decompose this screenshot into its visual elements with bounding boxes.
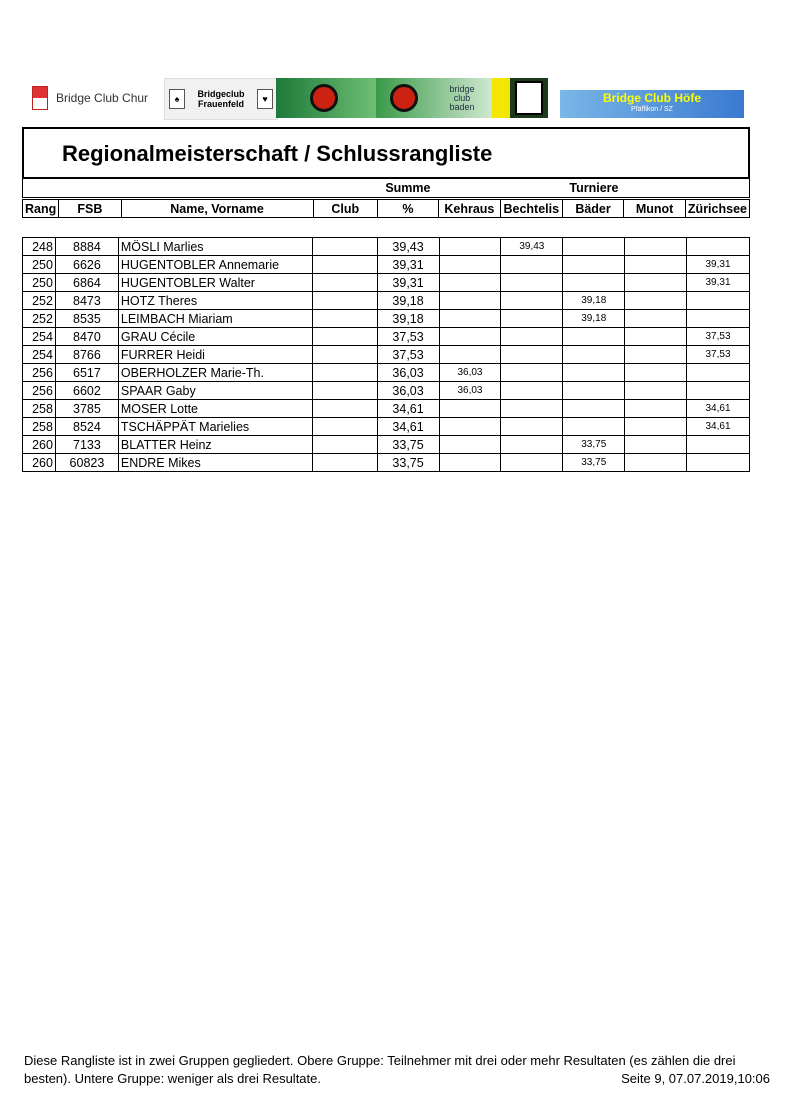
cell-baeder [563, 346, 625, 364]
cell-bechtelis [501, 328, 563, 346]
cell-baeder [563, 400, 625, 418]
baden-ball-icon [390, 84, 418, 112]
cell-kehraus: 36,03 [439, 364, 501, 382]
header-group-row [22, 179, 750, 198]
cell-zuerichsee: 34,61 [687, 400, 750, 418]
cell-club [312, 310, 377, 328]
table-row [23, 436, 750, 454]
cell-name: HOTZ Theres [118, 292, 312, 310]
cell-percent: 34,61 [377, 418, 439, 436]
cell-kehraus [439, 436, 501, 454]
footer-note: Diese Rangliste ist in zwei Gruppen gegliedert. Obere Gruppe: Teilnehmer mit drei oder mehr Resultaten (es zählen die drei besten). Untere Gruppe: weniger als drei Resultate. [24, 1053, 736, 1086]
playing-card-icon: ♥ [257, 89, 273, 109]
cell-fsb: 6517 [55, 364, 118, 382]
logo-baden-text: bridge club baden [449, 83, 475, 112]
cell-baeder [563, 328, 625, 346]
cell-rang: 254 [23, 328, 56, 346]
table-row [23, 400, 750, 418]
cell-bechtelis [501, 274, 563, 292]
cell-club [312, 292, 377, 310]
cell-fsb: 60823 [55, 454, 118, 472]
cell-kehraus: 36,03 [439, 382, 501, 400]
cell-zuerichsee: 37,53 [687, 346, 750, 364]
cell-baeder [563, 274, 625, 292]
col-zuerichsee: Zürichsee [685, 200, 749, 218]
cell-name: SPAAR Gaby [118, 382, 312, 400]
col-percent: % [377, 200, 438, 218]
cell-zuerichsee: 39,31 [687, 256, 750, 274]
header-turniere: Turniere [439, 179, 750, 198]
cell-percent: 33,75 [377, 454, 439, 472]
cell-name: BLATTER Heinz [118, 436, 312, 454]
cell-kehraus [439, 292, 501, 310]
cell-club [312, 454, 377, 472]
seal-icon [515, 81, 543, 115]
table-row [23, 328, 750, 346]
table-row [23, 292, 750, 310]
cell-munot [625, 436, 687, 454]
cell-munot [625, 346, 687, 364]
cell-kehraus [439, 310, 501, 328]
col-club: Club [313, 200, 377, 218]
cell-fsb: 8473 [55, 292, 118, 310]
cell-fsb: 7133 [55, 436, 118, 454]
cell-bechtelis [501, 400, 563, 418]
table-row [23, 364, 750, 382]
cell-baeder [563, 364, 625, 382]
cell-kehraus [439, 454, 501, 472]
cell-name: HUGENTOBLER Walter [118, 274, 312, 292]
col-fsb: FSB [59, 200, 121, 218]
playing-card-icon: ♠ [169, 89, 185, 109]
cell-munot [625, 292, 687, 310]
table-row [23, 274, 750, 292]
col-baeder: Bäder [562, 200, 624, 218]
cell-fsb: 8535 [55, 310, 118, 328]
cell-baeder: 33,75 [563, 454, 625, 472]
logo-baden-left [276, 78, 376, 118]
table-row [23, 418, 750, 436]
logo-bridge-club-chur [32, 78, 158, 118]
cell-club [312, 400, 377, 418]
cell-name: GRAU Cécile [118, 328, 312, 346]
cell-name: MÖSLI Marlies [118, 238, 312, 256]
cell-bechtelis [501, 364, 563, 382]
cell-munot [625, 454, 687, 472]
cell-name: TSCHÄPPÄT Marielies [118, 418, 312, 436]
cell-bechtelis [501, 310, 563, 328]
table-row [23, 256, 750, 274]
cell-name: OBERHOLZER Marie-Th. [118, 364, 312, 382]
ranking-table [22, 237, 750, 472]
cell-bechtelis [501, 346, 563, 364]
cell-zuerichsee: 39,31 [687, 274, 750, 292]
logo-hoefe-text: Bridge Club Höfe [603, 91, 701, 105]
cell-percent: 39,18 [377, 310, 439, 328]
cell-fsb: 8470 [55, 328, 118, 346]
cell-rang: 258 [23, 418, 56, 436]
cell-rang: 252 [23, 292, 56, 310]
cell-name: LEIMBACH Miariam [118, 310, 312, 328]
cell-baeder: 39,18 [563, 292, 625, 310]
cell-rang: 250 [23, 274, 56, 292]
cell-baeder: 33,75 [563, 436, 625, 454]
cell-percent: 36,03 [377, 382, 439, 400]
cell-zuerichsee: 34,61 [687, 418, 750, 436]
cell-zuerichsee [687, 454, 750, 472]
cell-munot [625, 364, 687, 382]
cell-munot [625, 418, 687, 436]
logo-frauenfeld-text: Bridgeclub Frauenfeld [197, 89, 245, 109]
cell-baeder [563, 418, 625, 436]
cell-percent: 39,18 [377, 292, 439, 310]
cell-baeder: 39,18 [563, 310, 625, 328]
col-bechtelis: Bechtelis [500, 200, 562, 218]
cell-bechtelis [501, 418, 563, 436]
cell-fsb: 8524 [55, 418, 118, 436]
cell-percent: 39,43 [377, 238, 439, 256]
header-blank [23, 179, 377, 198]
cell-kehraus [439, 256, 501, 274]
cell-kehraus [439, 346, 501, 364]
logo-bridge-club-baden [376, 78, 492, 118]
cell-rang: 250 [23, 256, 56, 274]
cell-club [312, 436, 377, 454]
cell-percent: 33,75 [377, 436, 439, 454]
cell-fsb: 6602 [55, 382, 118, 400]
cell-bechtelis [501, 454, 563, 472]
cell-munot [625, 274, 687, 292]
cell-name: HUGENTOBLER Annemarie [118, 256, 312, 274]
cell-club [312, 382, 377, 400]
col-rang: Rang [23, 200, 59, 218]
cell-club [312, 328, 377, 346]
logo-dark-emblem [510, 78, 548, 118]
cell-zuerichsee: 37,53 [687, 328, 750, 346]
cell-rang: 260 [23, 436, 56, 454]
cell-fsb: 8766 [55, 346, 118, 364]
column-header-row [22, 199, 750, 218]
cell-club [312, 346, 377, 364]
cell-club [312, 364, 377, 382]
cell-rang: 256 [23, 382, 56, 400]
page-title: Regionalmeisterschaft / Schlussrangliste [62, 141, 493, 166]
cell-club [312, 256, 377, 274]
logo-hoefe-subtext: Pfäffikon / SZ [631, 106, 673, 113]
logo-bridge-club-hoefe [560, 90, 744, 118]
table-row [23, 310, 750, 328]
footer-page-info: Seite 9, 07.07.2019,10:06 [621, 1071, 770, 1086]
cell-percent: 39,31 [377, 256, 439, 274]
footer [24, 1052, 774, 1088]
cell-bechtelis: 39,43 [501, 238, 563, 256]
cell-zuerichsee [687, 364, 750, 382]
cell-kehraus [439, 328, 501, 346]
cell-kehraus [439, 238, 501, 256]
cell-munot [625, 400, 687, 418]
table-row [23, 238, 750, 256]
cell-zuerichsee [687, 382, 750, 400]
logo-yellow-emblem [492, 78, 510, 118]
cell-rang: 256 [23, 364, 56, 382]
cell-munot [625, 256, 687, 274]
table-row [23, 346, 750, 364]
cell-percent: 37,53 [377, 328, 439, 346]
cell-percent: 34,61 [377, 400, 439, 418]
cell-bechtelis [501, 436, 563, 454]
logo-bridgeclub-frauenfeld [164, 78, 278, 120]
cell-munot [625, 382, 687, 400]
logo-chur-text: Bridge Club Chur [56, 91, 149, 105]
cell-name: ENDRE Mikes [118, 454, 312, 472]
cell-fsb: 6864 [55, 274, 118, 292]
cell-club [312, 274, 377, 292]
cell-zuerichsee [687, 436, 750, 454]
cell-baeder [563, 238, 625, 256]
cell-percent: 36,03 [377, 364, 439, 382]
cell-zuerichsee [687, 310, 750, 328]
cell-zuerichsee [687, 292, 750, 310]
cell-zuerichsee [687, 238, 750, 256]
cell-percent: 37,53 [377, 346, 439, 364]
cell-fsb: 6626 [55, 256, 118, 274]
title-frame [22, 127, 750, 179]
cell-fsb: 8884 [55, 238, 118, 256]
table-row [23, 382, 750, 400]
cell-bechtelis [501, 382, 563, 400]
cell-kehraus [439, 274, 501, 292]
cell-rang: 260 [23, 454, 56, 472]
cell-rang: 258 [23, 400, 56, 418]
cell-baeder [563, 256, 625, 274]
logo-bar [32, 78, 752, 120]
cell-name: MOSER Lotte [118, 400, 312, 418]
cell-percent: 39,31 [377, 274, 439, 292]
col-name: Name, Vorname [121, 200, 313, 218]
cell-fsb: 3785 [55, 400, 118, 418]
cell-rang: 248 [23, 238, 56, 256]
chur-crest-icon [32, 86, 48, 110]
col-kehraus: Kehraus [438, 200, 500, 218]
cell-bechtelis [501, 256, 563, 274]
baden-ball-icon [310, 84, 338, 112]
table-row [23, 454, 750, 472]
cell-club [312, 238, 377, 256]
cell-kehraus [439, 418, 501, 436]
cell-kehraus [439, 400, 501, 418]
cell-bechtelis [501, 292, 563, 310]
cell-club [312, 418, 377, 436]
header-summe: Summe [377, 179, 439, 198]
cell-rang: 252 [23, 310, 56, 328]
col-munot: Munot [624, 200, 686, 218]
cell-munot [625, 238, 687, 256]
cell-munot [625, 310, 687, 328]
cell-name: FURRER Heidi [118, 346, 312, 364]
cell-munot [625, 328, 687, 346]
cell-baeder [563, 382, 625, 400]
cell-rang: 254 [23, 346, 56, 364]
